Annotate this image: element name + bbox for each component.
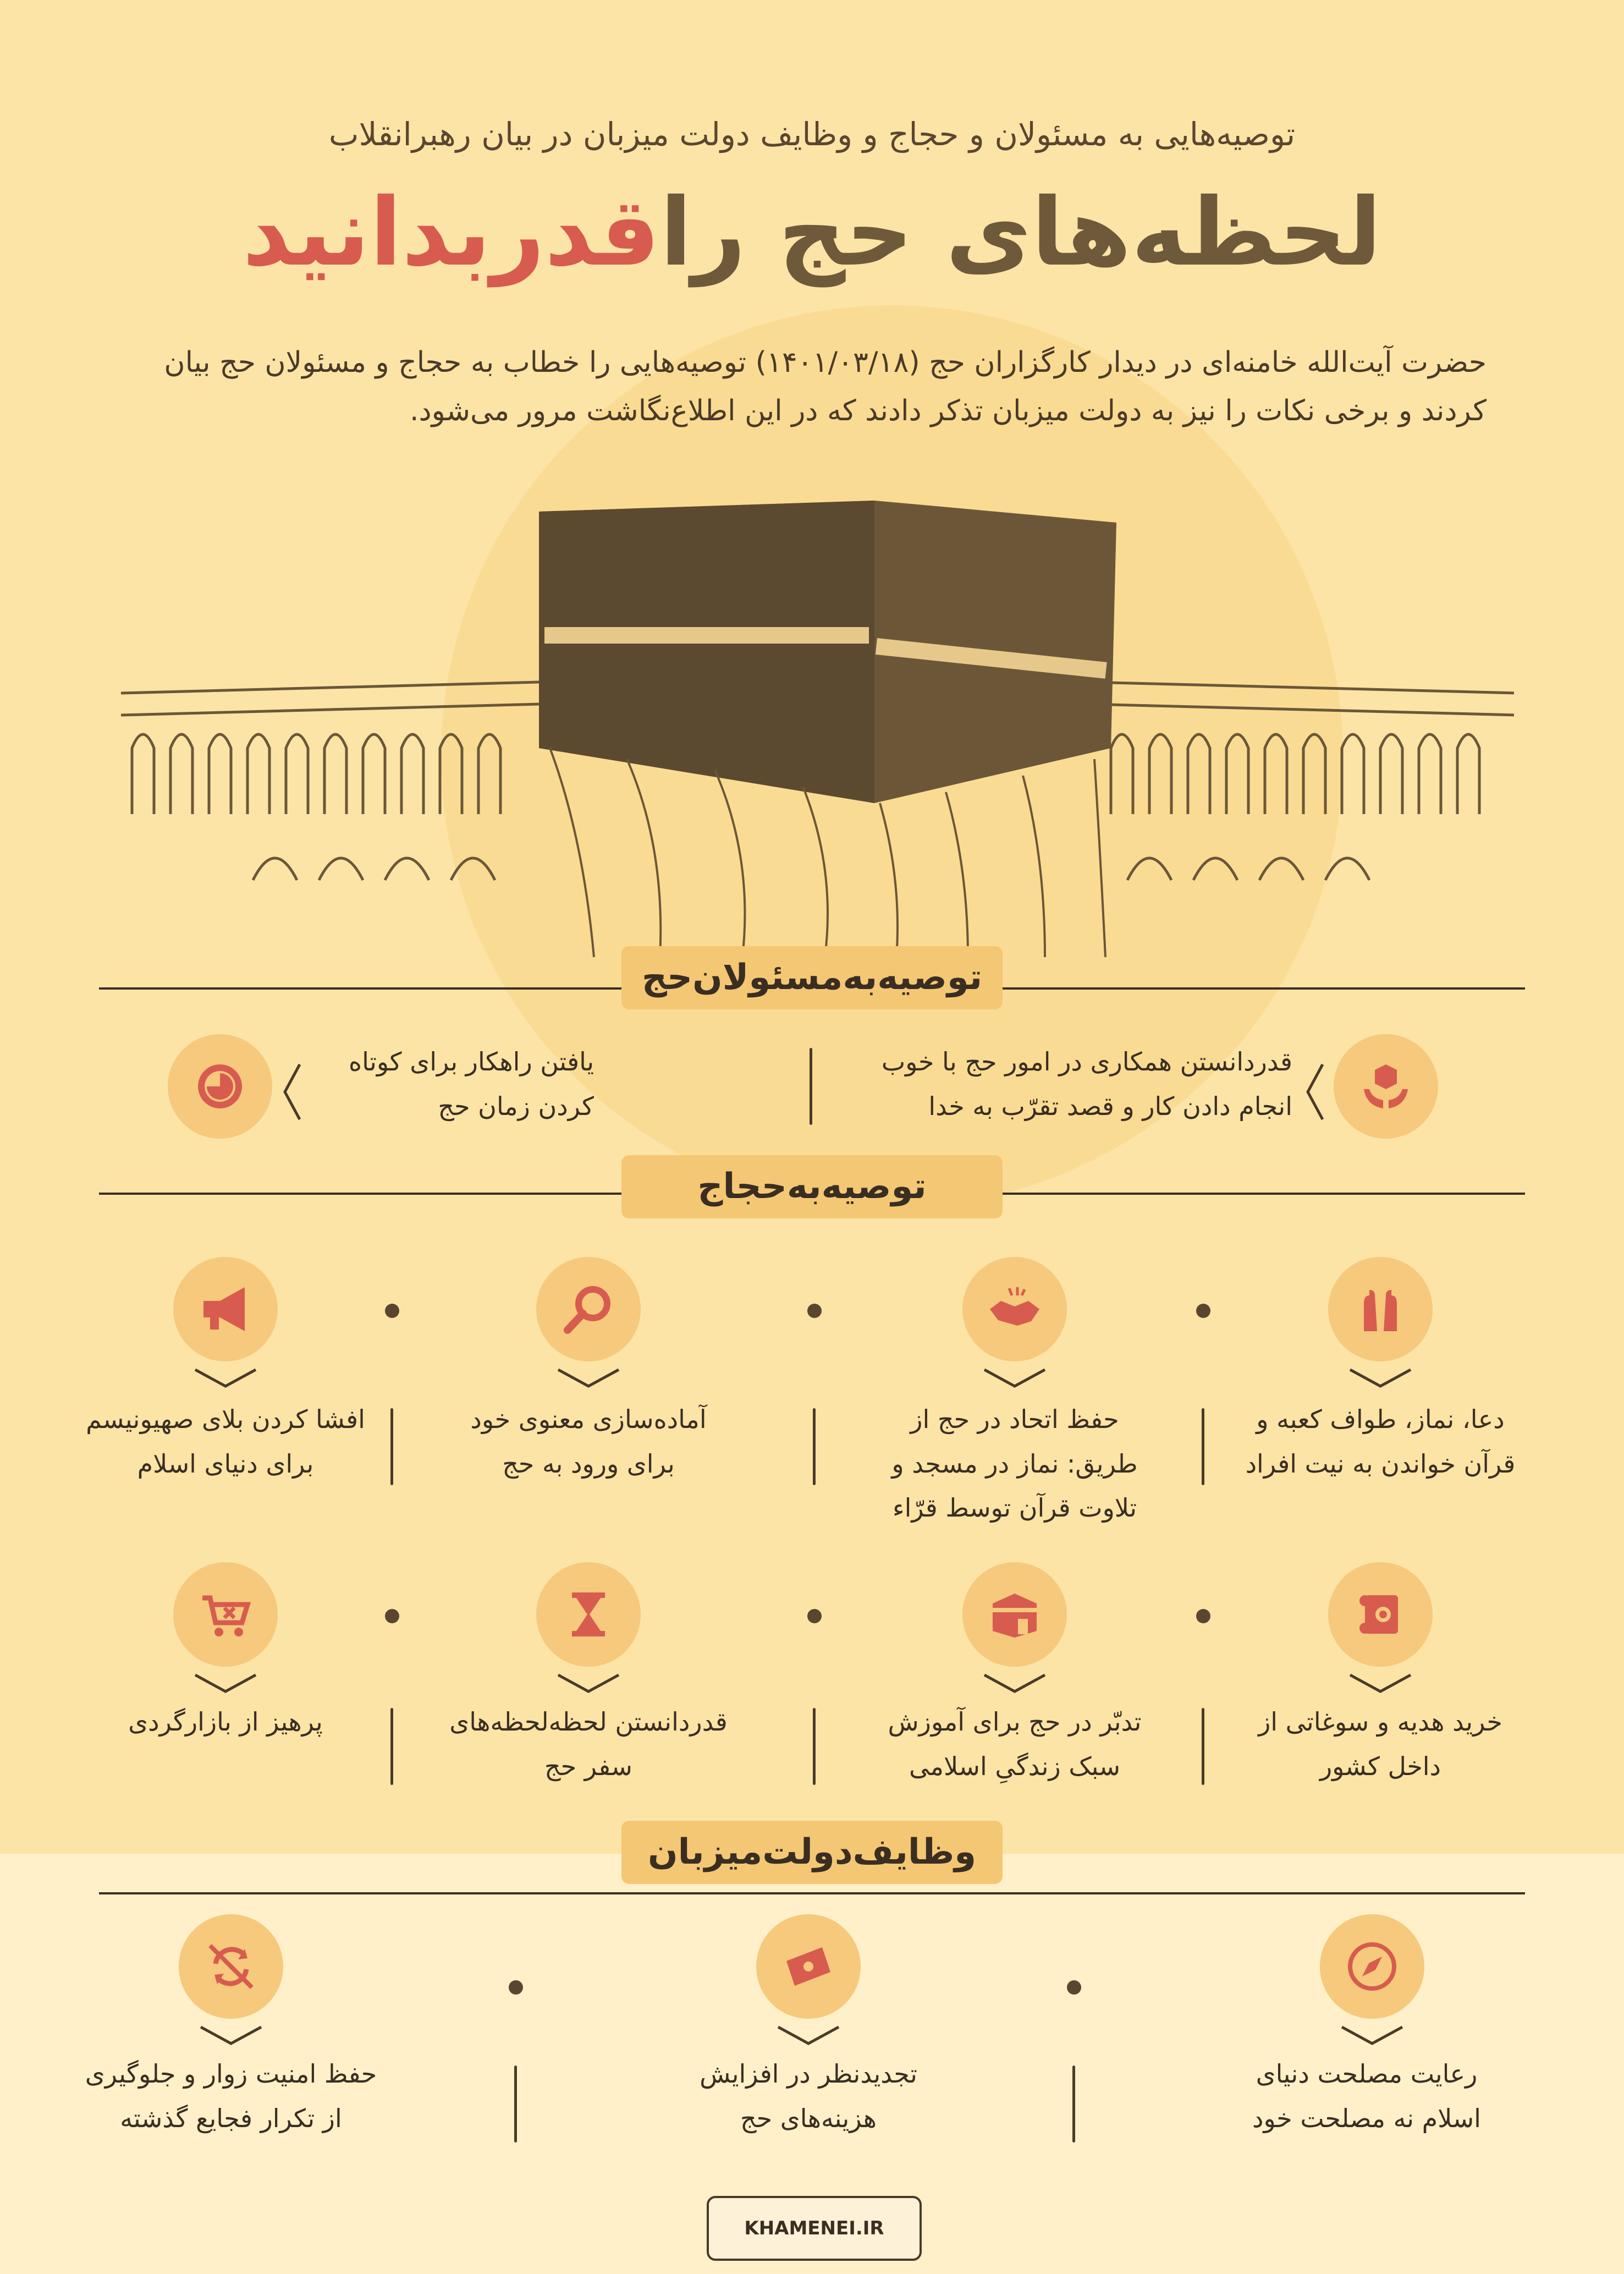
compass-icon xyxy=(1320,1914,1424,2019)
clock-icon xyxy=(168,1034,272,1139)
separator-dot xyxy=(1196,1304,1210,1318)
divider-bar xyxy=(390,1408,393,1485)
section-divider-host xyxy=(99,1892,1525,1894)
footer-brand: KHAMENEI.IR xyxy=(744,2217,884,2239)
footer-brand-badge xyxy=(707,2196,922,2261)
chevron-left-icon xyxy=(280,1062,302,1122)
divider-bar xyxy=(390,1708,393,1785)
pilgrims-item-3: آماده‌سازی معنوی خود برای ورود به حج xyxy=(470,1404,707,1479)
intro-paragraph: حضرت آیت‌الله خامنه‌ای در دیدار کارگزاران حج (۱۴۰۱/۰۳/۱۸) توصیه‌هایی را خطاب به حجاج و مسئولان حج بیان کردند و برخی نکات را نیز به دولت میزبان تذکر دادند که در این اطلاع‌نگاشت مرور می‌شود. xyxy=(164,346,1487,428)
pilgrims-item-7: قدردانستن لحظه‌لحظه‌های سفر حج xyxy=(449,1707,728,1781)
pilgrims-item-6: تدبّر در حج برای آموزش سبک زندگیِ اسلامی xyxy=(888,1707,1142,1781)
pilgrims-item-8: پرهیز از بازارگردی xyxy=(128,1707,323,1737)
section-label-officials: توصیه‌به‌مسئولان‌حج xyxy=(621,946,1003,1009)
pilgrims-item-1: دعا، نماز، طواف کعبه و قرآن خواندن به نیت افراد xyxy=(1245,1404,1516,1479)
officials-item-2: یافتن راهکار برای کوتاه کردن زمان حج xyxy=(348,1047,594,1121)
money-icon xyxy=(756,1914,861,2019)
chevron-down-icon xyxy=(982,1672,1048,1694)
hourglass-icon xyxy=(536,1562,641,1667)
host-item-1: رعایت مصلحت دنیای اسلام نه مصلحت خود xyxy=(1252,2059,1481,2133)
kaaba-icon xyxy=(962,1562,1067,1667)
no-cart-icon xyxy=(173,1562,278,1667)
title-part1: لحظه‌های حج را xyxy=(660,178,1382,287)
pilgrims-item-5: خرید هدیه و سوغاتی از داخل کشور xyxy=(1258,1707,1502,1781)
separator-dot xyxy=(385,1304,399,1318)
chevron-down-icon xyxy=(555,1367,621,1389)
praying-hands-icon xyxy=(1328,1257,1433,1361)
separator-dot xyxy=(1196,1609,1210,1623)
officials-item-1: قدردانستن همکاری در امور حج با خوب انجام دادن کار و قصد تقرّب به خدا xyxy=(881,1047,1292,1121)
divider-bar xyxy=(810,1048,812,1125)
divider-bar xyxy=(813,1708,816,1785)
chevron-down-icon xyxy=(982,1367,1048,1389)
page-title xyxy=(165,178,1459,287)
handshake-icon xyxy=(962,1257,1067,1361)
chevron-down-icon xyxy=(1347,1367,1413,1389)
divider-bar xyxy=(1072,2066,1075,2143)
subtitle: توصیه‌هایی به مسئولان و حجاج و وظایف دولت میزبان در بیان رهبرانقلاب xyxy=(328,116,1296,153)
chevron-down-icon xyxy=(192,1672,258,1694)
divider-bar xyxy=(514,2066,517,2143)
hands-kaaba-icon xyxy=(1334,1034,1438,1139)
separator-dot xyxy=(1067,1980,1081,1995)
chevron-down-icon xyxy=(1339,2024,1405,2046)
magnifier-icon xyxy=(536,1257,641,1361)
host-item-2: تجدیدنظر در افزایش هزینه‌های حج xyxy=(700,2059,917,2133)
section-label-pilgrims: توصیه‌به‌حجاج xyxy=(621,1155,1003,1218)
chevron-left-icon xyxy=(1303,1062,1325,1122)
title-accent: قدربدانید xyxy=(242,178,660,287)
host-item-3: حفظ امنیت زوار و جلوگیری از تکرار فجایع گذشته xyxy=(85,2059,377,2133)
separator-dot xyxy=(509,1980,523,1995)
separator-dot xyxy=(385,1609,399,1623)
kaaba-illustration xyxy=(110,462,1514,957)
separator-dot xyxy=(807,1304,822,1318)
chevron-down-icon xyxy=(192,1367,258,1389)
chevron-down-icon xyxy=(775,2024,841,2046)
chevron-down-icon xyxy=(555,1672,621,1694)
section-label-host: وظایف‌دولت‌میزبان xyxy=(621,1821,1003,1884)
divider-bar xyxy=(1202,1408,1204,1485)
chevron-down-icon xyxy=(1347,1672,1413,1694)
divider-bar xyxy=(813,1408,816,1485)
pilgrims-item-4: افشا کردن بلای صهیونیسم برای دنیای اسلام xyxy=(86,1404,365,1479)
separator-dot xyxy=(807,1609,822,1623)
pilgrims-item-2: حفظ اتحاد در حج از طریق: نماز در مسجد و تلاوت قرآن توسط قرّاء xyxy=(891,1404,1138,1523)
divider-bar xyxy=(1202,1708,1204,1785)
no-repeat-icon xyxy=(179,1914,283,2019)
chevron-down-icon xyxy=(198,2024,264,2046)
scroll-icon xyxy=(1328,1562,1433,1667)
megaphone-icon xyxy=(173,1257,278,1361)
